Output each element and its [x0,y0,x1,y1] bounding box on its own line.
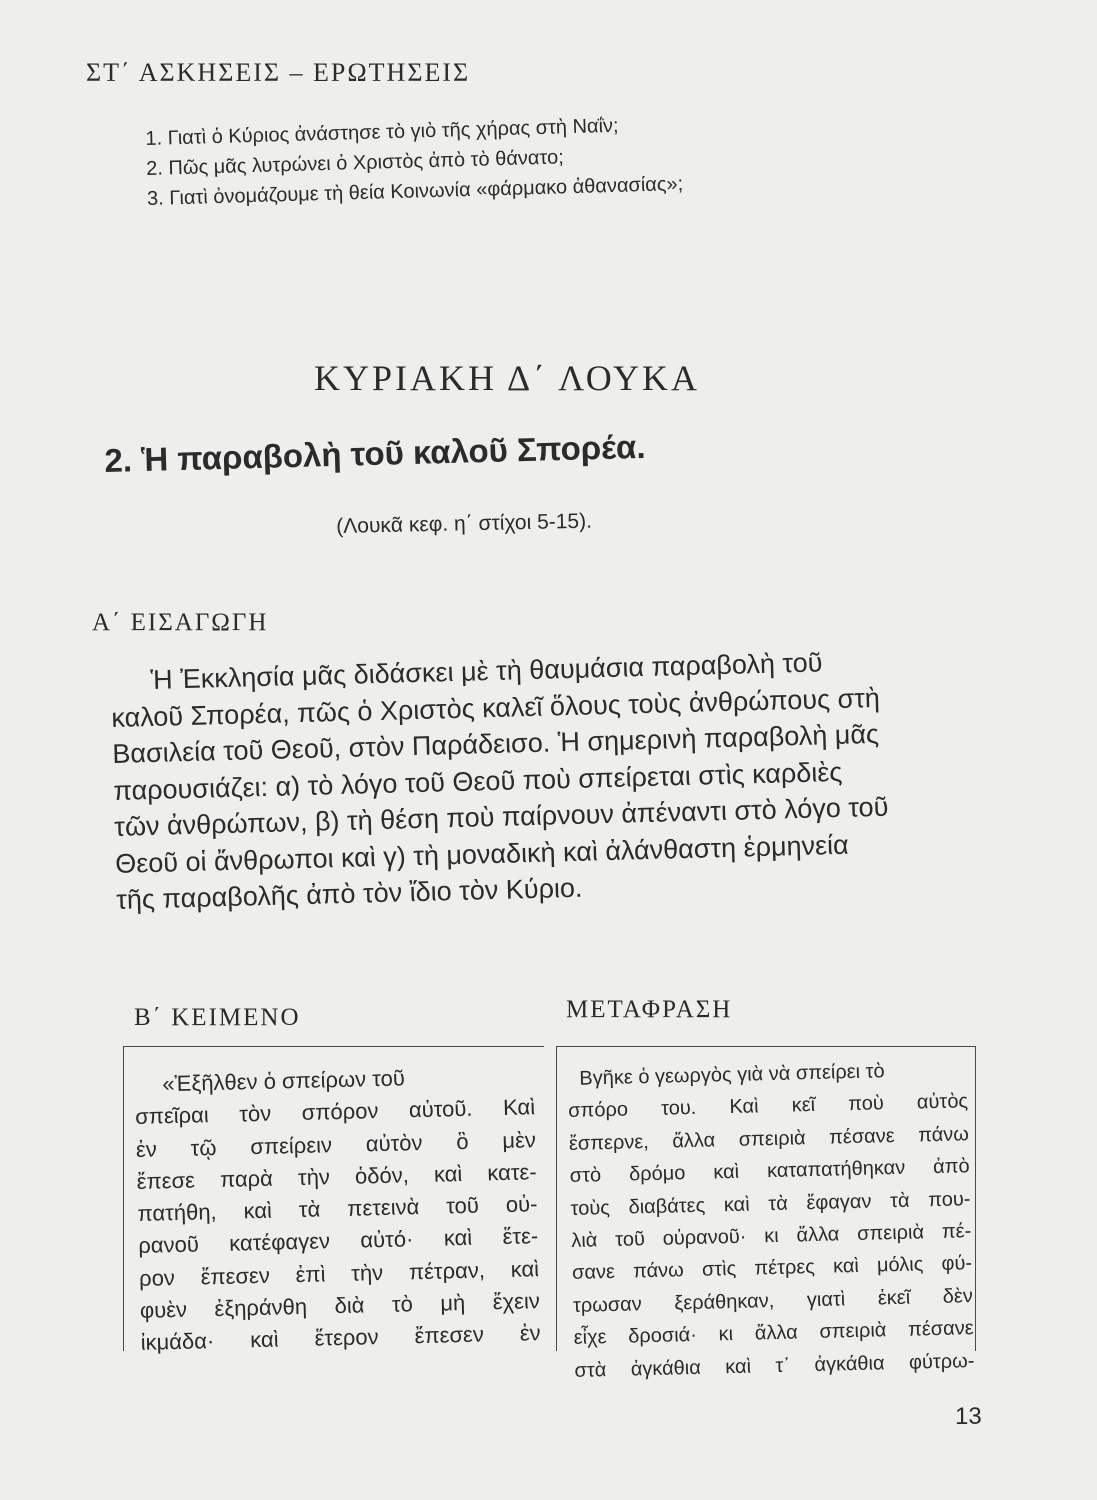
text-line: ρανοῦ κατέφαγεν αὐτό· καὶ ἕτε- [138,1223,539,1259]
translation-line: στὸ δρόμο καὶ καταπατήθηκαν ἀπὸ [569,1155,970,1188]
text-line: ἐν τῷ σπείρειν αὐτὸν ὃ μὲν [135,1126,537,1162]
text-line: σπεῖραι τὸν σπόρον αὐτοῦ. Καὶ [134,1094,536,1130]
translation-line: τοὺς διαβάτες καὶ τὰ ἔφαγαν τὰ που- [570,1187,971,1220]
translation-line: στὰ ἀγκάθια καὶ τ᾽ ἀγκάθια φύτρω- [574,1349,975,1382]
introduction-text [110,640,988,918]
question-item: 2. Πῶς μᾶς λυτρώνει ὁ Χριστὸς ἀπὸ τὸ θάνατο; [145,146,565,180]
lesson-title: 2. Ἡ παραβολὴ τοῦ καλοῦ Σπορέα. [104,427,646,479]
intro-line: τῆς παραβολῆς ἀπὸ τὸν ἴδιο τὸν Κύριο. [115,872,583,915]
translation-text [567,1053,975,1387]
translation-heading: ΜΕΤΑΦΡΑΣΗ [566,996,733,1023]
question-item: 3. Γιατὶ ὀνομάζουμε τὴ θεία Κοινωνία «φάρμακο ἀθανασίας»; [146,173,684,210]
text-line: πατήθη, καὶ τὰ πετεινὰ τοῦ οὐ- [137,1191,538,1227]
intro-line: τῶν ἀνθρώπων, β) τὴ θέση ποὺ παίρνουν ἀπέναντι στὸ λόγο τοῦ [113,791,889,842]
translation-line: σπόρο του. Καὶ κεῖ ποὺ αὐτὸς [567,1090,969,1123]
original-text-box [123,1046,544,1356]
intro-line: Ἡ Ἐκκλησία μᾶς διδάσκει μὲ τὴ θαυμάσια παραβολὴ τοῦ [150,647,823,695]
text-line: φυὲν ἐξηράνθη διὰ τὸ μὴ ἔχειν [139,1288,541,1324]
text-line: ἰκμάδα· καὶ ἕτερον ἔπεσεν ἐν [140,1320,541,1356]
text-line: ρον ἔπεσεν ἐπὶ τὴν πέτραν, καὶ [138,1255,540,1291]
exercises-heading: ΣΤ΄ ΑΣΚΗΣΕΙΣ – ΕΡΩΤΗΣΕΙΣ [86,58,471,87]
intro-line: παρουσιάζει: α) τὸ λόγο τοῦ Θεοῦ ποὺ σπείρεται στὶς καρδιὲς [112,756,843,806]
questions-list [145,103,907,214]
text-line: «Ἐξῆλθεν ὁ σπείρων τοῦ [162,1065,406,1097]
translation-line: ἔσπερνε, ἄλλα σπειριὰ πέσανε πάνω [568,1123,970,1155]
question-item: 1. Γιατὶ ὁ Κύριος ἀνάστησε τὸ γιὸ τῆς χήρας στὴ Ναΐν; [145,114,619,150]
original-text [134,1059,541,1359]
translation-line: σανε πάνω στὶς πέτρες καὶ μόλις φύ- [571,1252,973,1285]
scripture-reference: (Λουκᾶ κεφ. η΄ στίχοι 5-15). [336,509,593,538]
translation-line: Βγῆκε ὁ γεωργὸς γιὰ νὰ σπείρει τὸ [579,1060,885,1090]
text-line: ἔπεσε παρὰ τὴν ὁδόν, καὶ κατε- [136,1159,537,1194]
translation-line: τρωσαν ξεράθηκαν, γιατὶ ἐκεῖ δὲν [572,1285,974,1317]
translation-box [556,1046,976,1382]
intro-line: καλοῦ Σπορέα, πῶς ὁ Χριστὸς καλεῖ ὅλους τοὺς ἀνθρώπους στὴ [111,682,881,733]
intro-line: Θεοῦ οἱ ἄνθρωποι καὶ γ) τὴ μοναδικὴ καὶ ἀλάνθαστη ἑρμηνεία [114,829,850,879]
text-heading: Β΄ ΚΕΙΜΕΝΟ [134,1004,301,1031]
intro-line: Βασιλεία τοῦ Θεοῦ, στὸν Παράδεισο. Ἡ σημερινὴ παραβολὴ μᾶς [111,718,880,769]
translation-line: εἶχε δροσιά· κι ἄλλα σπειριὰ πέσανε [573,1317,974,1350]
introduction-heading: Α΄ ΕΙΣΑΓΩΓΗ [92,609,269,636]
translation-line: λιὰ τοῦ οὐρανοῦ· κι ἄλλα σπειριὰ πέ- [571,1220,972,1252]
page-number: 13 [955,1403,982,1430]
sunday-title: ΚΥΡΙΑΚΗ Δ΄ ΛΟΥΚΑ [314,358,700,398]
